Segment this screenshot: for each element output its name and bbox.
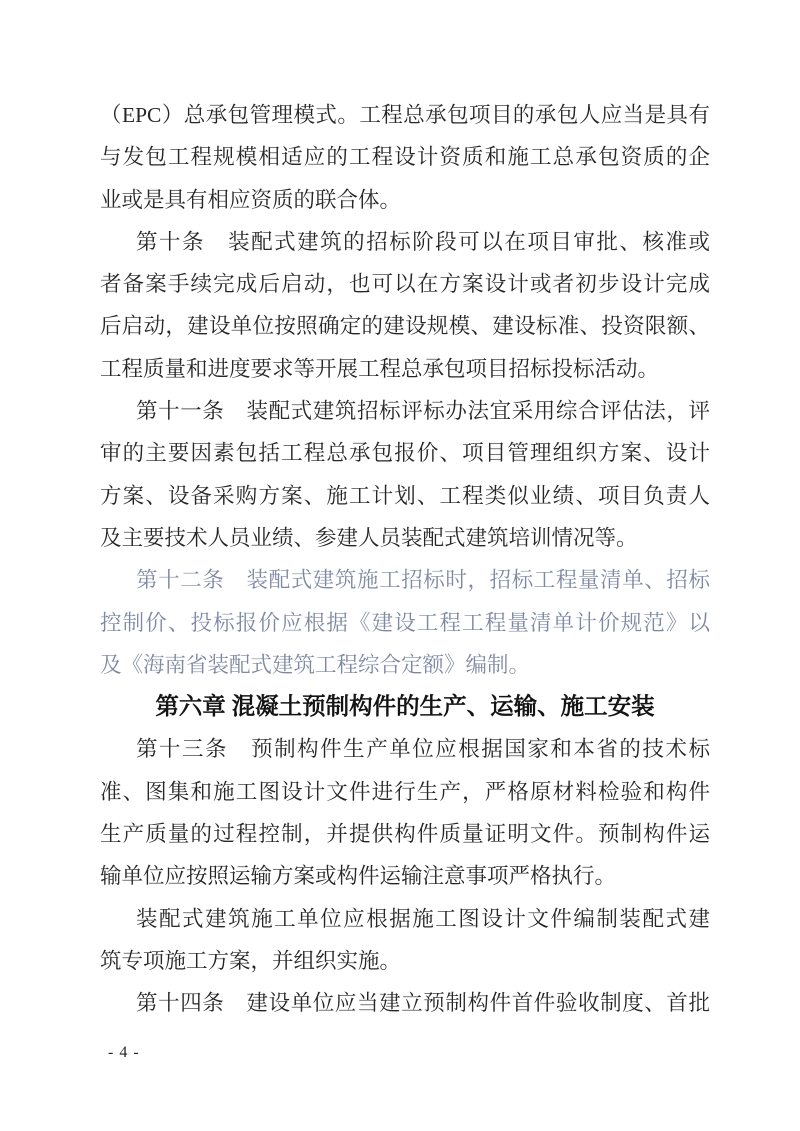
text-line: 方案、设备采购方案、施工计划、工程类似业绩、项目负责人 (100, 483, 710, 508)
text-line: 审的主要因素包括工程总承包报价、项目管理组织方案、设计 (100, 441, 710, 466)
text-line: 第六章 混凝土预制构件的生产、运输、施工安装 (155, 694, 655, 721)
text-line: 与发包工程规模相适应的工程设计资质和施工总承包资质的企 (100, 145, 710, 170)
text-line: 第十四条 建设单位应当建立预制构件首件验收制度、首批 (136, 991, 710, 1016)
text-line: 第十三条 预制构件生产单位应根据国家和本省的技术标 (136, 737, 710, 762)
text-line: 筑专项施工方案，并组织实施。 (100, 948, 402, 973)
text-line: 准、图集和施工图设计文件进行生产，严格原材料检验和构件 (100, 779, 710, 804)
para-construction-unit (100, 898, 710, 983)
para-article-11 (100, 390, 710, 559)
text-line: 控制价、投标报价应根据《建设工程工程量清单计价规范》以 (100, 610, 710, 635)
para-article-10 (100, 221, 710, 390)
text-line: 业或是具有相应资质的联合体。 (100, 187, 402, 212)
text-line: 第十二条 装配式建筑施工招标时，招标工程量清单、招标 (136, 568, 710, 593)
document-body (100, 94, 710, 1025)
text-line: 及主要技术人员业绩、参建人员装配式建筑培训情况等。 (100, 525, 638, 550)
text-line: 后启动，建设单位按照确定的建设规模、建设标准、投资限额、 (100, 314, 710, 339)
text-line: 工程质量和进度要求等开展工程总承包项目招标投标活动。 (100, 356, 660, 381)
chapter-6-heading (100, 686, 710, 728)
text-line: 生产质量的过程控制，并提供构件质量证明文件。预制构件运 (100, 822, 710, 847)
para-article-14 (100, 982, 710, 1024)
text-line: 装配式建筑施工单位应根据施工图设计文件编制装配式建 (136, 906, 710, 931)
text-line: （EPC）总承包管理模式。工程总承包项目的承包人应当是具有 (100, 103, 710, 127)
text-line: 第十一条 装配式建筑招标评标办法宜采用综合评估法，评 (136, 399, 710, 424)
text-line: 输单位应按照运输方案或构件运输注意事项严格执行。 (100, 864, 617, 889)
text-line: 及《海南省装配式建筑工程综合定额》编制。 (100, 652, 531, 677)
text-line: 者备案手续完成后启动，也可以在方案设计或者初步设计完成 (100, 272, 710, 297)
page-number: - 4 - (108, 1044, 140, 1061)
para-article-13 (100, 728, 710, 897)
text-line: 第十条 装配式建筑的招标阶段可以在项目审批、核准或 (136, 229, 710, 254)
para-epc-continuation (100, 94, 710, 221)
para-article-12 (100, 559, 710, 686)
